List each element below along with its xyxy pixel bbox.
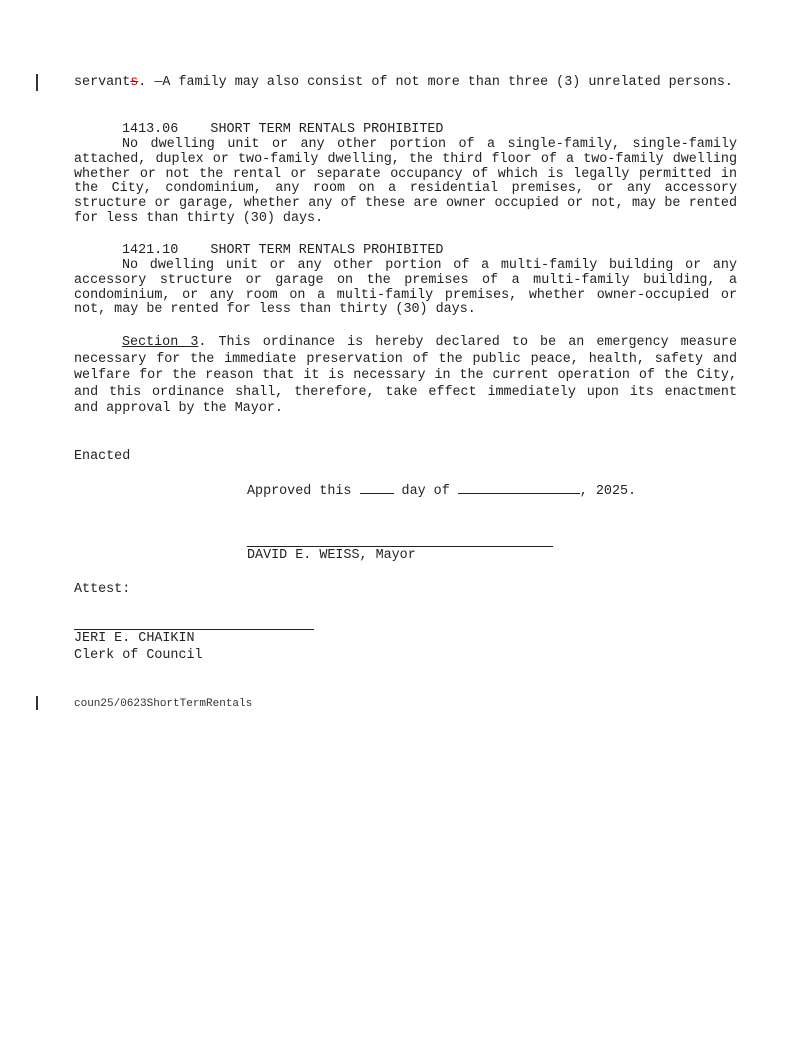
section-heading-1421 bbox=[122, 243, 443, 258]
change-bar bbox=[36, 74, 38, 91]
enacted-label: Enacted bbox=[74, 449, 131, 464]
section-body-1421: No dwelling unit or any other portion of a multi-family building or any accessory structure or garage on the premises of a multi-family building, a condominium, or any room on a multi-family premises, whether owner-occupied or not, may be rented for less than thirty (30) days. bbox=[74, 258, 737, 318]
day-blank bbox=[360, 482, 394, 494]
section-3-label: Section 3 bbox=[122, 335, 199, 350]
month-blank bbox=[458, 482, 580, 494]
mayor-name: DAVID E. WEISS, Mayor bbox=[247, 548, 416, 563]
section-number-1413: 1413.06 bbox=[122, 122, 179, 137]
attest-label: Attest: bbox=[74, 582, 131, 597]
approval-mid: day of bbox=[393, 484, 458, 499]
file-reference: coun25/0623ShortTermRentals bbox=[74, 698, 253, 710]
approval-suffix: , 2025. bbox=[579, 484, 637, 499]
text-servant: servant bbox=[74, 75, 131, 90]
paragraph-family-definition bbox=[74, 76, 737, 91]
text-period: . bbox=[138, 75, 147, 90]
section-title-1413: SHORT TERM RENTALS PROHIBITED bbox=[210, 122, 444, 137]
approval-prefix: Approved this bbox=[247, 484, 360, 499]
approval-line bbox=[247, 482, 636, 499]
section-number-1421: 1421.10 bbox=[122, 243, 179, 258]
deleted-dash: — bbox=[146, 75, 163, 90]
clerk-title: Clerk of Council bbox=[74, 648, 203, 663]
section-title-1421: SHORT TERM RENTALS PROHIBITED bbox=[210, 243, 444, 258]
text-family-rest: A family may also consist of not more than three (3) unrelated persons. bbox=[162, 75, 733, 90]
clerk-signature-line bbox=[74, 629, 314, 630]
section-body-1413: No dwelling unit or any other portion of a single-family, single-family attached, duplex or two-family dwelling, the third floor of a two-family dwelling whether or not the rental or separate occupancy of which is legally permitted in the City, condominium, any room on a residential premises, or any accessory structure or garage, whether any of these are owner occupied or not, may be rented for less than thirty (30) days. bbox=[74, 137, 737, 226]
clerk-name: JERI E. CHAIKIN bbox=[74, 631, 195, 646]
mayor-signature-line bbox=[247, 546, 553, 547]
section-3-body: . This ordinance is hereby declared to be an emergency measure necessary for the immediate preservation of the public peace, health, safety and welfare for the reason that it is necessary in the current operation of the City, and this ordinance shall, therefore, take effect immediately upon its enactment and approval by the Mayor. bbox=[74, 335, 737, 416]
section-3-paragraph bbox=[74, 335, 737, 418]
section-heading-1413 bbox=[122, 122, 443, 137]
deleted-text: s bbox=[130, 75, 139, 90]
change-bar-footer bbox=[36, 696, 38, 710]
